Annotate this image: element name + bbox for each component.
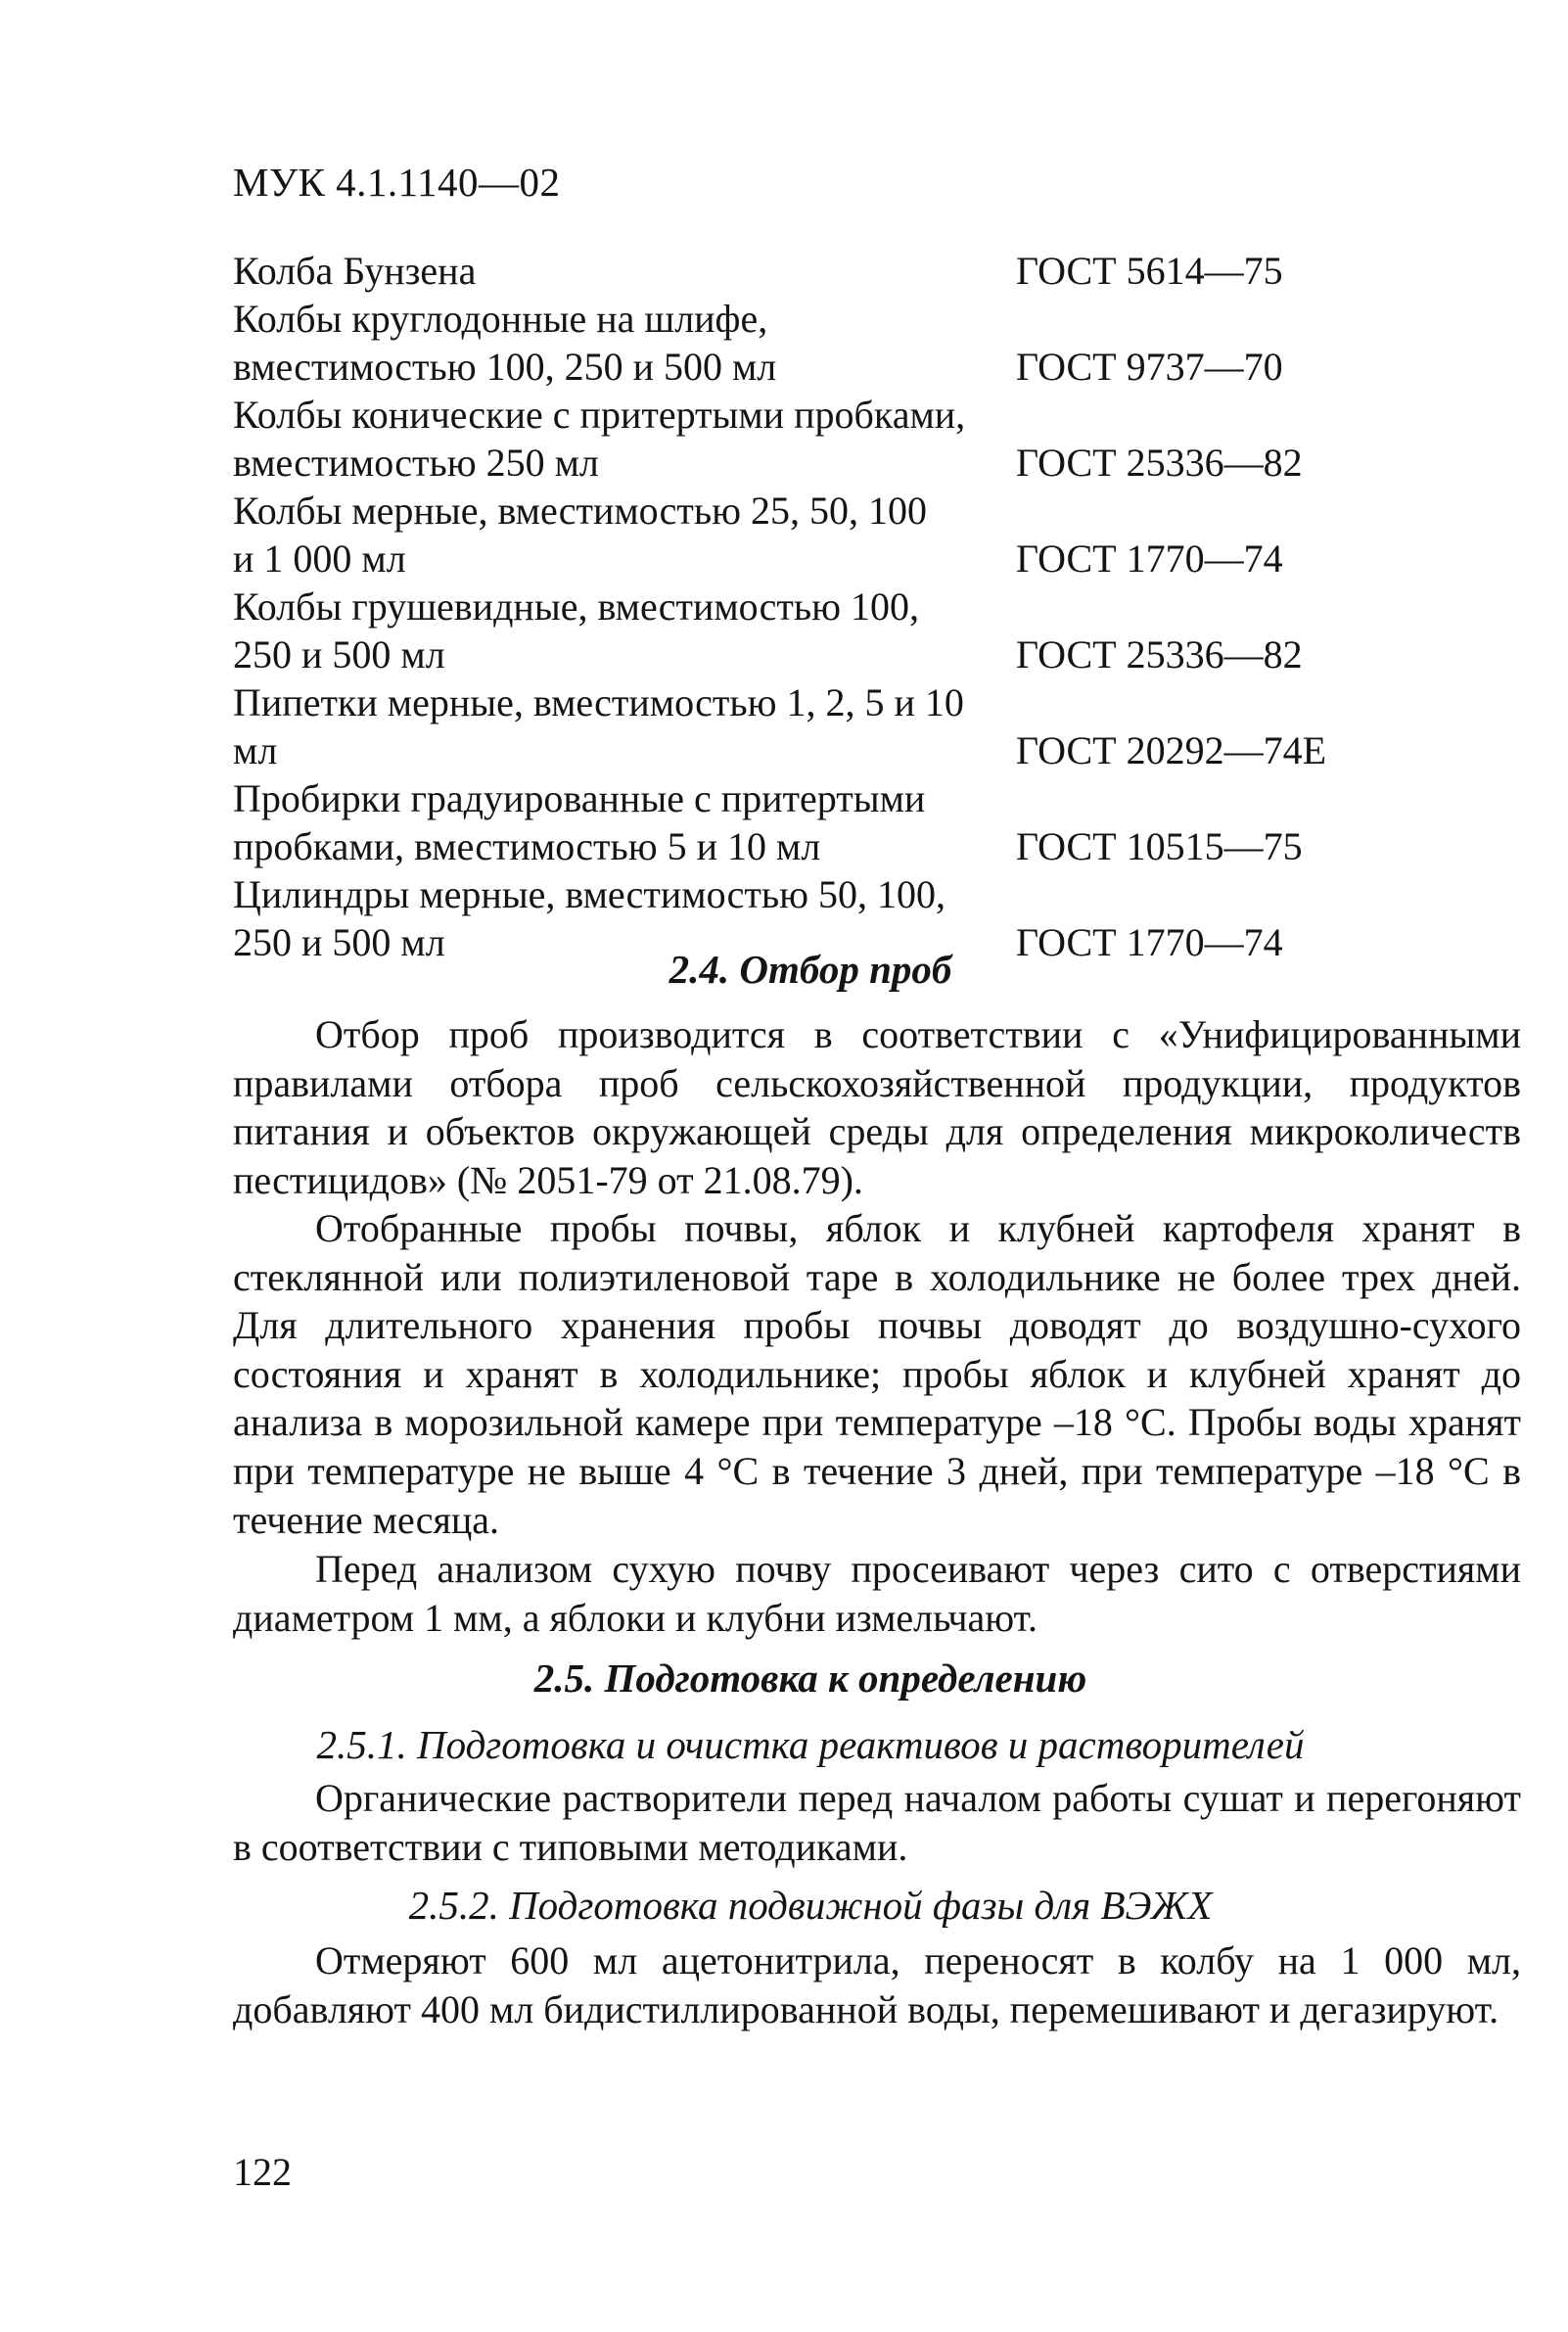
paragraph-mobile-phase: Отмеряют 600 мл ацетонитрила, переносят в колбу на 1 000 мл, добавляют 400 мл бидистиллированной воды, перемешивают и дегазируют. [233,1938,1521,2031]
equipment-standard: ГОСТ 10515—75 [1016,824,1303,868]
equipment-item [233,583,1388,678]
equipment-standard: ГОСТ 25336—82 [1016,441,1303,485]
equipment-item [233,247,1388,295]
equipment-name: Цилиндры мерные, вместимостью 50, 100, 250 и 500 мл [233,872,945,964]
paragraph-solvents: Органические растворители перед началом работы сушат и перегоняют в соответствии с типовыми методиками. [233,1776,1521,1869]
equipment-name: Колбы мерные, вместимостью 25, 50, 100 и 1 000 мл [233,489,928,581]
equipment-name: Колбы конические с притертыми пробками, вместимостью 250 мл [233,393,966,485]
equipment-item [233,391,1388,487]
equipment-name: Колба Бунзена [233,249,477,293]
equipment-item [233,678,1388,774]
section-heading-preparation: 2.5. Подготовка к определению [533,1656,1087,1701]
equipment-standard: ГОСТ 20292—74Е [1016,728,1327,772]
equipment-item [233,487,1388,583]
paragraph-sample-preparation: Перед анализом сухую почву просеивают через сито с отверстиями диаметром 1 мм, а яблоки и клубни измельчают. [233,1547,1521,1640]
equipment-standard: ГОСТ 1770—74 [1016,536,1283,581]
equipment-standard: ГОСТ 25336—82 [1016,632,1303,676]
equipment-item [233,295,1388,391]
paragraph-sampling-rules: Отбор проб производится в соответствии с «Унифицированными правилами отбора проб сельскохозяйственной продукции, продуктов питания и объектов окружающей среды для определения микроколичеств пестицидов» (№ 2051-79 от 21.08.79). [233,1012,1521,1202]
equipment-name: Колбы грушевидные, вместимостью 100, 250 и 500 мл [233,584,920,676]
paragraph-sample-storage: Отобранные пробы почвы, яблок и клубней картофеля хранят в стеклянной или полиэтиленовой таре в холодильнике не более трех дней. Для длительного хранения пробы почвы доводят до воздушно-сухого состояния и хранят в холодильнике; пробы яблок и клубней хранят до анализа в морозильной камере при температуре –18 °С. Пробы воды хранят при температуре не выше 4 °С в течение 3 дней, при температуре –18 °С в течение месяца. [233,1206,1521,1542]
equipment-name: Колбы круглодонные на шлифе, вместимостью 100, 250 и 500 мл [233,297,777,389]
equipment-standard: ГОСТ 9737—70 [1016,345,1283,389]
page-number: 122 [233,2150,292,2194]
subsection-heading-reagents: 2.5.1. Подготовка и очистка реактивов и растворителей [316,1722,1305,1767]
equipment-name: Пробирки градуированные с притертыми пробками, вместимостью 5 и 10 мл [233,776,926,868]
equipment-standard: ГОСТ 1770—74 [1016,920,1283,964]
equipment-name: Пипетки мерные, вместимостью 1, 2, 5 и 10 мл [233,680,964,772]
equipment-list [233,247,1388,966]
equipment-item [233,774,1388,870]
subsection-heading-mobile-phase: 2.5.2. Подготовка подвижной фазы для ВЭЖХ [408,1883,1213,1928]
section-heading-sampling: 2.4. Отбор проб [669,947,952,992]
equipment-standard: ГОСТ 5614—75 [1016,249,1283,293]
document-code-header: МУК 4.1.1140—02 [233,160,561,205]
